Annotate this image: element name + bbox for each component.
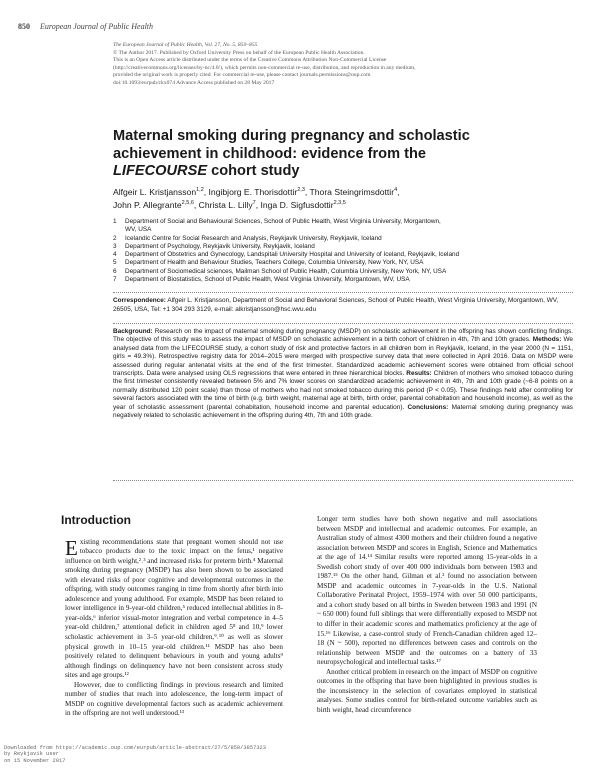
background-text: Research on the impact of maternal smoking during pregnancy (MSDP) on scholastic achievement in the offspring has shown conflicting findings. The objective of this study was to assess the impact of MSDP on scholastic achievement in a birth cohort of children in 4th, 7th and 10th grades. (113, 328, 573, 344)
author-name: Ingibjorg E. Thorisdottir (208, 187, 298, 197)
download-note (4, 745, 266, 764)
affiliation-text: Department of Sociomedical sciences, Mailman School of Public Health, Columbia University, New York, NY, USA (125, 267, 447, 275)
divider-dotted (113, 480, 573, 481)
affiliation-number: 6 (113, 267, 117, 275)
divider-dotted (113, 292, 573, 293)
right-column (317, 515, 537, 715)
author-separator: , (304, 187, 310, 197)
conclusions-text: Maternal smoking during pregnancy was negatively related to scholastic achievement in the offspring during 4th, 7th and 10th grade. (113, 403, 573, 420)
article-metadata (113, 42, 573, 88)
affiliation (113, 243, 573, 251)
author-name: Inga D. Sigfusdottir (260, 200, 334, 210)
affiliation-text: Department of Obstetrics and Gynecology, Landspitali University Hospital and University of Iceland, Reykjavik, Iceland (125, 251, 460, 259)
author-name: Christa L. Lilly (198, 200, 253, 210)
author-list (113, 186, 573, 212)
left-column (61, 513, 283, 719)
divider-dotted (113, 323, 573, 324)
affiliation (113, 276, 573, 284)
license-line-2: (http://creativecommons.org/licenses/by-nc/4.0/), which permits non-commercial re-use, distribution, and reproduction in any medium, (113, 64, 416, 71)
methods-text: We analysed data from the LIFECOURSE study, a cohort study of risk and protective factors in all children born in Reykjavik, Iceland, in the year 2000 (N = 1151, girls = 49.3%). Retrospective registry data for 2014–2015 were merged with prospective survey data that were collected in April 2016. Data on MSDP were assessed during regular antenatal visits at the end of the first trimester. Standardized academic achievement scores were obtained from official school transcripts. Data were analysed using OLS regressions that were entered in three hierarchical blocks. (113, 336, 573, 378)
article-title (113, 128, 573, 181)
affiliation-number: 2 (113, 234, 117, 242)
intro-paragraph-2: However, due to conflicting findings in previous research and limited number of studies that reach into adolescence, the long-term impact of MSDP on cognitive developmental factors such as academic achievement in the offspring are not well understood.¹³ (65, 680, 283, 718)
affiliation-text: WV, USA (125, 226, 152, 234)
affiliation (113, 235, 573, 243)
background-label: Background: (113, 328, 153, 335)
author-affil-sup: 2,3,5 (333, 200, 346, 207)
affiliation-list (113, 218, 573, 284)
author-affil-sup: 1,2 (196, 187, 204, 194)
title-line-1: Maternal smoking during pregnancy and scholastic (113, 128, 470, 144)
title-line-2: achievement in childhood: evidence from the (113, 145, 427, 162)
author-name: Thora Steingrimsdottir (309, 187, 395, 197)
affiliation (113, 218, 573, 226)
correspondence (113, 297, 573, 314)
running-header (18, 22, 153, 31)
body-paragraph-2: Another critical problem in research on the impact of MSDP on cognitive outcomes in the offspring that have been highlighted in previous studies is the inconsistency in the selection of covariates employed in statistical analyses. Some studies control for birth-related outcome variables such as birth weight, head circumference (317, 667, 537, 714)
download-note-line-3: on 15 November 2017 (4, 757, 66, 764)
author-name: John P. Allegrante (113, 200, 182, 210)
conclusions-label: Conclusions: (407, 403, 449, 411)
journal-citation: The European Journal of Public Health, Vol. 27, No. 5, 850–855 (113, 42, 258, 48)
affiliation-number: 5 (113, 259, 117, 267)
intro-paragraph-1 (65, 535, 283, 681)
correspondence-text: Alfgeir L. Kristjansson, Department of Social and Behavioral Sciences, School of Public Health, West Virginia University, Morgantown, WV, 26505, USA, Tel: +1 304 293 3129, e-mail: alkristjansson@hsc.wvu.edu (113, 297, 559, 313)
affiliation (113, 259, 573, 267)
section-heading-introduction: Introduction (61, 513, 131, 527)
affiliation-text: Department of Health and Behaviour Studies, Teachers College, Columbia University, New York, NY, USA (125, 259, 424, 267)
affiliation-number: 1 (113, 218, 117, 225)
affiliation (113, 226, 573, 234)
doi-line: doi:10.1093/eurpub/ckx074 Advance Access published on 28 May 2017 (113, 79, 275, 86)
author-affil-sup: 7 (252, 200, 256, 207)
page-number: 850 (18, 22, 30, 31)
download-note-line-1: Downloaded from https://academic.oup.com/eurpub/article-abstract/27/5/850/3857323 (4, 745, 267, 751)
affiliation-number (113, 226, 125, 234)
license-line-3: provided the original work is properly cited. For commercial re-use, please contact journals.permissions@oup.com (113, 72, 371, 79)
affiliation (113, 268, 573, 276)
affiliation-number: 3 (113, 242, 117, 250)
affiliation (113, 251, 573, 259)
license-line-1: This is an Open Access article distributed under the terms of the Creative Commons Attribution Non-Commercial License (113, 57, 387, 64)
methods-label: Methods: (532, 336, 562, 344)
author-separator: , (203, 187, 209, 197)
title-line-3-rest: cohort study (207, 163, 300, 179)
body-paragraph-1: Longer term studies have both shown negative and null associations between MSDP and intellectual and academic outcomes. For example, an Australian study of almost 4300 mothers and their children found a negative association between MSDP and scores in English, Science and Mathematics at the age of 14.¹⁴ Similar results were reported among 15-year-olds in a Swedish cohort study of over 400 000 individuals born between 1983 and 1987.¹⁵ On the other hand, Gilman et al.² found no association between MSDP and academic outcomes in 7-year-olds in the U.S. National Collaborative Perinatal Project, 1959–1974 with over 50 000 participants, and a cohort study based on all births in Sweden between 1983 and 1991 (N ~ 650 000) found full siblings that were differentially exposed to MSDP not to differ in their academic scores and mathematics proficiency at the age of 15.¹⁶ Likewise, a case-control study of French-Canadian children aged 12–18 (N ~ 500), reported no differences between cases and controls on the relationship between MSDP and the outcomes on a battery of 33 neuropsychological and intellectual tasks.¹⁷ (317, 515, 537, 667)
affiliation-number: 7 (113, 276, 117, 284)
author-separator: , (193, 200, 199, 210)
author-name: Alfgeir L. Kristjansson (113, 187, 197, 197)
title-line-3 (113, 163, 573, 181)
results-text: Children of mothers who smoked tobacco during the first trimester consistently revealed between 5% and 7% lower scores on standardized academic achievement in 4th, 7th and 10th grade (~6-8 points on a normally distributed 120 point scale) than those of mothers who had not smoked tobacco during this period (P < 0.05). These findings held after controlling for several factors associated with the time of birth (e.g. birth weight, maternal age at birth, birth order, parental cohabitation and household income), as well as the year of scholastic assessment (parental cohabitation, household income and parental education). (113, 370, 573, 411)
affiliation-text: Department of Biostatistics, School of Public Health, West Virginia University, Morgantown, WV, USA (125, 276, 410, 284)
affiliation-text: Department of Social and Behavioural Sciences, School of Public Health, West Virginia University, Morgantown, (125, 218, 441, 225)
results-label: Results: (406, 370, 432, 378)
author-separator: , (255, 200, 261, 210)
running-journal-title: European Journal of Public Health (40, 22, 154, 31)
author-affil-sup: 4 (394, 187, 398, 194)
copyright-line: © The Author 2017. Published by Oxford University Press on behalf of the European Public Health Association. (113, 49, 365, 56)
affiliation-number: 4 (113, 251, 117, 259)
drop-cap: E (65, 535, 78, 560)
author-separator: , (397, 187, 400, 197)
author-line-2 (113, 199, 573, 212)
author-line-1 (113, 186, 573, 199)
author-affil-sup: 2,3 (297, 187, 305, 194)
download-note-line-2: by Reykjavik user (4, 751, 59, 758)
affiliation-text: Icelandic Centre for Social Research and Analysis, Reykjavik University, Reykjavik, Iceland (125, 234, 382, 242)
correspondence-label: Correspondence: (113, 297, 166, 304)
study-name: LIFECOURSE (113, 163, 208, 179)
author-affil-sup: 2,5,6 (181, 200, 194, 207)
affiliation-text: Department of Psychology, Reykjavik University, Reykjavik, Iceland (125, 242, 315, 250)
intro-paragraph-1-text: xisting recommendations state that pregnant women should not use tobacco products due to the toxic impact on the fetus,¹ negative influence on birth weight,²˒³ and increased risks for preterm birth.⁴ Maternal smoking during pregnancy (MSDP) has also been shown to be associated with elevated risks of poor cognitive and developmental outcomes in the offspring, with study outcomes ranging in time from shortly after birth into adolescence and young adulthood. For example, MSDP has been related to lower intelligence in 9-year-old children,⁵ reduced intellectual abilities in 8-year-olds,⁶ inferior visual-motor integration and verbal competence in 4–5 year-old children,⁷ attentional deficit in children aged 5⁸ and 10,⁹ lower scholastic achievement in 3–5 year-old children,⁹˒¹⁰ as well as slower physical growth in 10–15 year-old children.¹¹ MSDP has also been positively related to delinquent behaviours in youth and young adults⁹ although findings on delinquency have not been consistent across study sites and age groups.¹² (65, 537, 283, 680)
abstract (113, 328, 573, 420)
